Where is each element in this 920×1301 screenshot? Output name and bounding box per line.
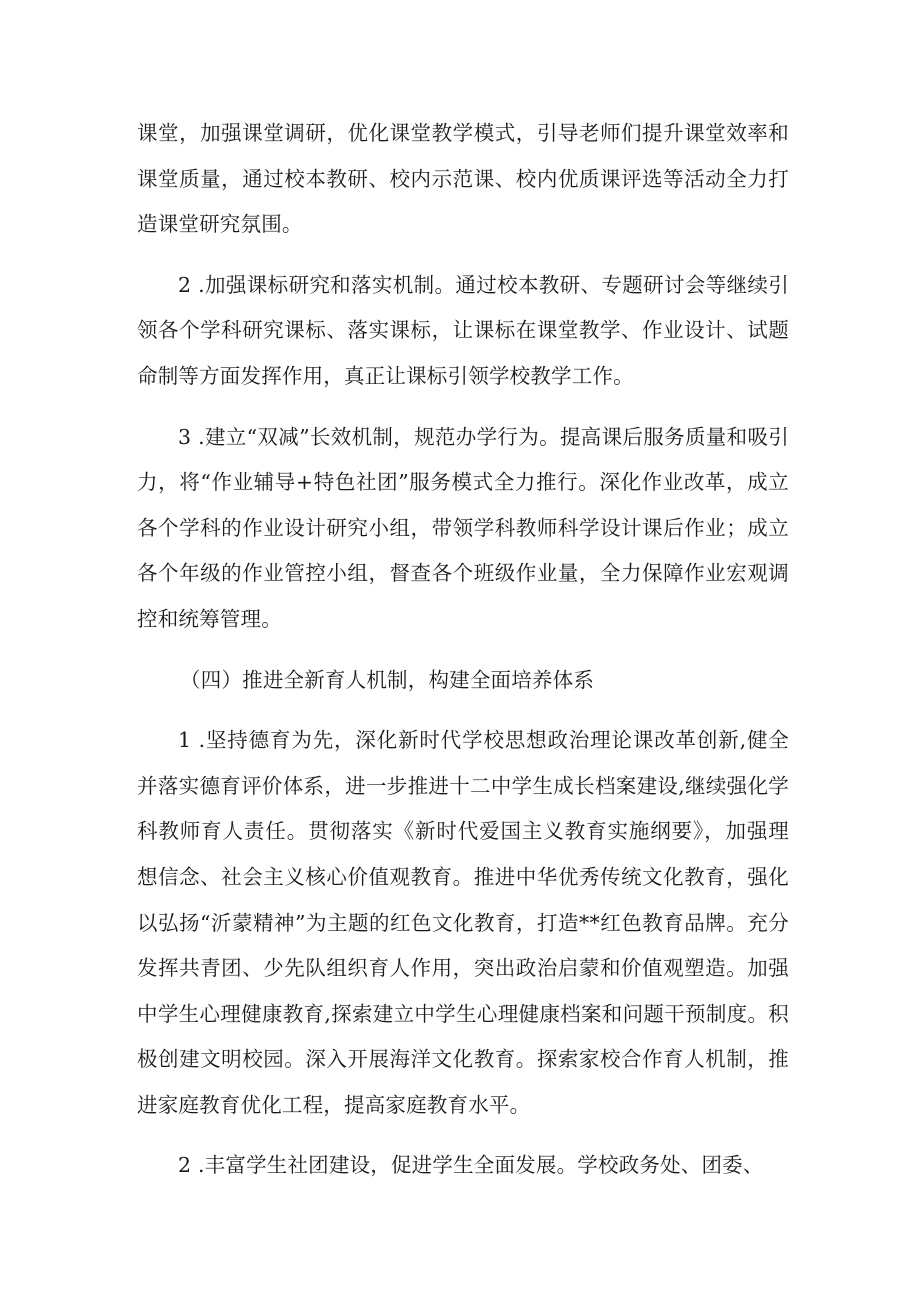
paragraph-item-2-curriculum-standards: 2 .加强课标研究和落实机制。通过校本教研、专题研讨会等继续引领各个学科研究课标、落实课标，让课标在课堂教学、作业设计、试题命制等方面发挥作用，真正让课标引领学校教学工作。 bbox=[137, 272, 789, 388]
paragraph-continued-classroom: 课堂，加强课堂调研，优化课堂教学模式，引导老师们提升课堂效率和课堂质量，通过校本教研、校内示范课、校内优质课评选等活动全力打造课堂研究氛围。 bbox=[137, 121, 789, 237]
section-heading-4: （四）推进全新育人机制，构建全面培养体系 bbox=[180, 667, 595, 692]
paragraph-item-2-student-clubs: 2 .丰富学生社团建设，促进学生全面发展。学校政务处、团委、 bbox=[178, 1153, 764, 1178]
document-body bbox=[137, 111, 789, 1189]
paragraph-item-1-moral-education: 1 .坚持德育为先，深化新时代学校思想政治理论课改革创新,健全并落实德育评价体系，进一步推进十二中学生成长档案建设,继续强化学科教师育人责任。贯彻落实《新时代爱国主义教育实施纲要》，加强理想信念、社会主义核心价值观教育。推进中华优秀传统文化教育，强化以弘扬“沂蒙精神”为主题的红色文化教育，打造**红色教育品牌。充分发挥共青团、少先队组织育人作用，突出政治启蒙和价值观塑造。加强中学生心理健康教育,探索建立中学生心理健康档案和问题干预制度。积极创建文明校园。深入开展海洋文化教育。探索家校合作育人机制，推进家庭教育优化工程，提高家庭教育水平。 bbox=[137, 728, 789, 1117]
paragraph-item-3-double-reduction: 3 .建立“双减”长效机制，规范办学行为。提高课后服务质量和吸引力，将“作业辅导+特色社团”服务模式全力推行。深化作业改革，成立各个学科的作业设计研究小组，带领学科教师科学设计课后作业；成立各个年级的作业管控小组，督查各个班级作业量，全力保障作业宏观调控和统筹管理。 bbox=[137, 424, 789, 631]
